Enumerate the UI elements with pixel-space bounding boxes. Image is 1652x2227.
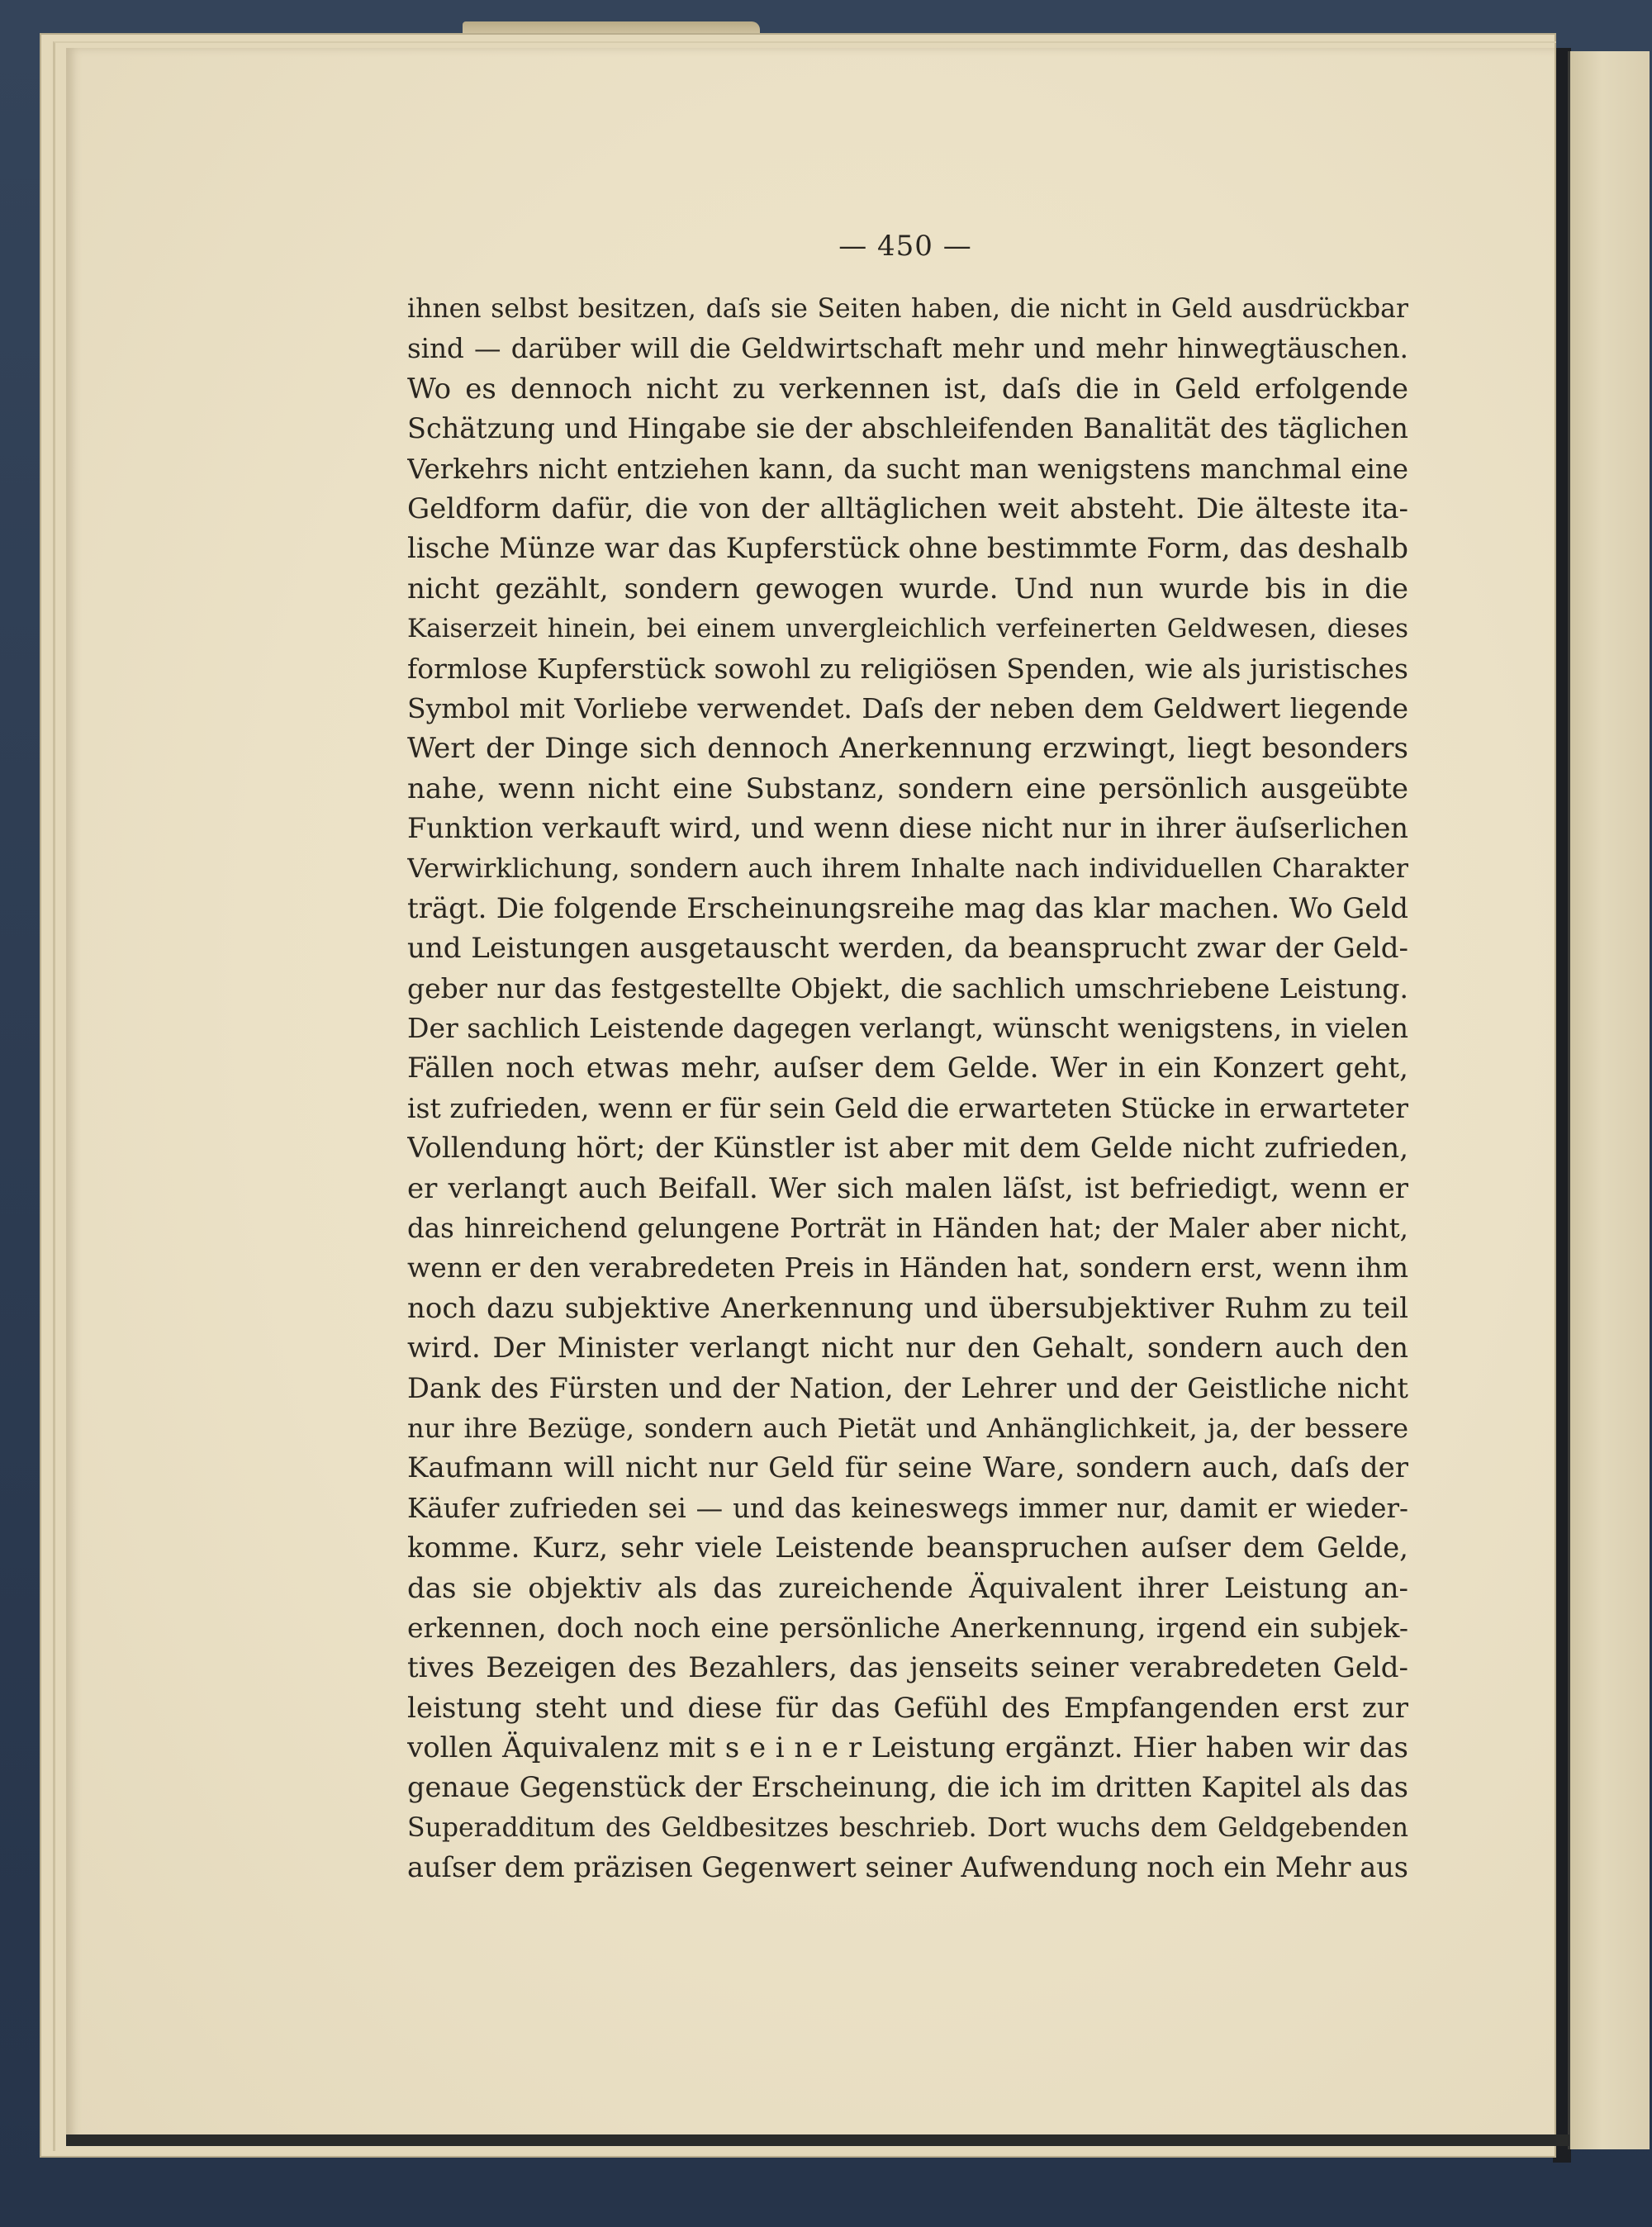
text-line-content: nahe, wenn nicht eine Substanz, sondern eine persönlich ausgeübte	[407, 772, 1408, 805]
text-line-content: vollen Äquivalenz mit s e i n e r Leistung ergänzt. Hier haben wir das	[407, 1731, 1408, 1765]
text-line-content: ist zufrieden, wenn er für sein Geld die erwarteten Stücke in erwarteter	[407, 1091, 1408, 1124]
text-line	[407, 649, 1408, 689]
text-line	[407, 928, 1408, 968]
text-line	[407, 1688, 1408, 1728]
text-line	[407, 1169, 1408, 1208]
text-line	[407, 1369, 1408, 1408]
text-line	[407, 1248, 1408, 1288]
text-line	[407, 1569, 1408, 1608]
text-line-content: lische Münze war das Kupferstück ohne bestimmte Form, das deshalb	[407, 532, 1408, 566]
text-line-content: Schätzung und Hingabe sie der abschleifenden Banalität des täglichen	[407, 412, 1408, 445]
text-line-content: auſser dem präzisen Gegenwert seiner Aufwendung noch ein Mehr aus	[407, 1851, 1408, 1884]
text-line	[407, 969, 1408, 1009]
text-line-content: Wert der Dinge sich dennoch Anerkennung erzwingt, liegt besonders	[407, 732, 1408, 766]
text-line	[407, 1768, 1408, 1807]
text-line	[407, 689, 1408, 729]
text-line	[407, 889, 1408, 928]
text-line	[407, 809, 1408, 848]
text-line	[407, 449, 1408, 489]
text-line-content: Kaufmann will nicht nur Geld für seine Ware, sondern auch, daſs der	[407, 1451, 1408, 1485]
text-line-content: Funktion verkauft wird, und wenn diese nicht nur in ihrer äuſserlichen	[407, 812, 1408, 845]
text-line-content: geber nur das festgestellte Objekt, die sachlich umschriebene Leistung.	[407, 971, 1408, 1004]
text-line-content: erkennen, doch noch eine persönliche Anerkennung, irgend ein subjek-	[407, 1611, 1408, 1644]
text-line	[407, 1009, 1408, 1048]
text-line	[407, 1648, 1408, 1688]
text-line	[407, 1328, 1408, 1368]
text-line-content: formlose Kupferstück sowohl zu religiösen Spenden, wie als juristisches	[407, 652, 1408, 685]
text-line-content: er verlangt auch Beifall. Wer sich malen läſst, ist befriedigt, wenn er	[407, 1171, 1408, 1205]
text-line-content: trägt. Die folgende Erscheinungsreihe mag das klar machen. Wo Geld	[407, 891, 1408, 925]
text-line	[407, 1048, 1408, 1088]
text-line	[407, 1728, 1408, 1768]
text-line-content: Dank des Fürsten und der Nation, der Lehrer und der Geistliche nicht	[407, 1371, 1408, 1404]
text-line	[407, 529, 1408, 568]
text-line-content: Kaiserzeit hinein, bei einem unvergleichlich verfeinerten Geldwesen, dieses	[407, 614, 1408, 644]
text-line-content: Vollendung hört; der Künstler ist aber mit dem Gelde nicht zufrieden,	[407, 1132, 1408, 1166]
text-line	[407, 848, 1408, 888]
text-line-content: Verkehrs nicht entziehen kann, da sucht man wenigstens manchmal eine	[407, 453, 1408, 485]
text-line-content: komme. Kurz, sehr viele Leistende beanspruchen auſser dem Gelde,	[407, 1531, 1408, 1565]
text-line-content: das hinreichend gelungene Porträt in Händen hat; der Maler aber nicht,	[407, 1212, 1408, 1244]
text-line-content: ihnen selbst besitzen, daſs sie Seiten haben, die nicht in Geld ausdrückbar	[407, 294, 1408, 324]
text-line-content: Wo es dennoch nicht zu verkennen ist, daſs die in Geld erfolgende	[407, 372, 1408, 406]
text-line	[407, 1848, 1408, 1887]
text-line	[407, 1128, 1408, 1168]
body-text	[407, 289, 1408, 1888]
text-line	[407, 1489, 1408, 1528]
text-line-content: nur ihre Bezüge, sondern auch Pietät und Anhänglichkeit, ja, der bessere	[407, 1412, 1408, 1444]
text-line-content: tives Bezeigen des Bezahlers, das jenseits seiner verabredeten Geld-	[407, 1651, 1408, 1685]
page-number	[0, 230, 1652, 263]
text-line-content: leistung steht und diese für das Gefühl des Empfangenden erst zur	[407, 1691, 1408, 1725]
text-line-content: Verwirklichung, sondern auch ihrem Inhalte nach individuellen Charakter	[407, 852, 1408, 885]
page-bottom-shadow	[66, 2134, 1569, 2146]
text-line-content: Geldform dafür, die von der alltäglichen weit absteht. Die älteste ita-	[407, 491, 1408, 525]
adjacent-page-edge	[1568, 51, 1650, 2149]
text-line-content: wird. Der Minister verlangt nicht nur den Gehalt, sondern auch den	[407, 1332, 1408, 1365]
text-line	[407, 289, 1408, 329]
text-line	[407, 1448, 1408, 1488]
text-line	[407, 1208, 1408, 1248]
text-line	[407, 409, 1408, 449]
text-line	[407, 489, 1408, 529]
text-line	[407, 1608, 1408, 1648]
text-line-content: und Leistungen ausgetauscht werden, da beansprucht zwar der Geld-	[407, 932, 1408, 966]
text-line-content: noch dazu subjektive Anerkennung und übersubjektiver Ruhm zu teil	[407, 1291, 1408, 1325]
text-line	[407, 1289, 1408, 1328]
text-line	[407, 1528, 1408, 1568]
text-line-content: Der sachlich Leistende dagegen verlangt, wünscht wenigstens, in vielen	[407, 1012, 1408, 1045]
text-line	[407, 369, 1408, 409]
text-line	[407, 769, 1408, 809]
text-line	[407, 329, 1408, 368]
text-line	[407, 1089, 1408, 1128]
text-line-content: Fällen noch etwas mehr, auſser dem Gelde. Wer in ein Konzert geht,	[407, 1052, 1408, 1085]
text-line	[407, 1408, 1408, 1448]
text-line-content: genaue Gegenstück der Erscheinung, die ich im dritten Kapitel als das	[407, 1771, 1408, 1804]
text-line-content: das sie objektiv als das zureichende Äquivalent ihrer Leistung an-	[407, 1571, 1408, 1605]
text-line-content: Käufer zufrieden sei — und das keineswegs immer nur, damit er wieder-	[407, 1492, 1408, 1524]
text-line	[407, 729, 1408, 768]
text-line	[407, 609, 1408, 648]
text-line-content: nicht gezählt, sondern gewogen wurde. Und nun wurde bis in die	[407, 572, 1408, 605]
text-line-content: wenn er den verabredeten Preis in Händen hat, sondern erst, wenn ihm	[407, 1251, 1408, 1284]
text-line-content: Superadditum des Geldbesitzes beschrieb. Dort wuchs dem Geldgebenden	[407, 1812, 1408, 1843]
text-line-content: Symbol mit Vorliebe verwendet. Daſs der neben dem Geldwert liegende	[407, 691, 1408, 724]
text-line	[407, 1808, 1408, 1848]
text-line	[407, 569, 1408, 609]
page-number-text: — 450 —	[838, 230, 972, 263]
text-line-content: sind — darüber will die Geldwirtschaft mehr und mehr hinwegtäuschen.	[407, 333, 1408, 365]
